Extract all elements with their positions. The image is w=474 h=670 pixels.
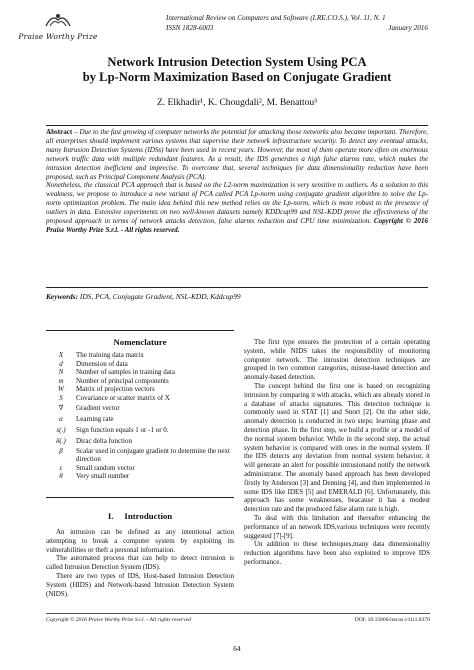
nomenclature-row xyxy=(46,447,234,464)
nomenclature-symbol: m xyxy=(58,376,64,385)
keywords-text: IDS, PCA, Conjugate Gradient, NSL-KDD, Kddcup99 xyxy=(78,292,241,301)
nomenclature-symbol: α xyxy=(59,414,63,423)
abstract-label: Abstract xyxy=(46,128,73,136)
abstract-top-rule xyxy=(46,125,428,126)
abstract xyxy=(46,128,428,235)
nomenclature-symbol: ε xyxy=(59,463,63,472)
abstract-paragraph-2: Nonetheless, the classical PCA approach that is based on the L2-norm maximization is very sensitive to outliers. As a solution to this weakness, we propose to introduce a new variant of PCA called PCA Lp-norm using conjugate gradient algorithm to solve the Lp-norm optimization problem. The main idea behind this new method relies on the Lp-norm, which is more robust to the presence of outliers in data. Extensive experiments on two well-known datasets namely KDDcup99 and NSL-KDD prove the effectiveness of the proposed approach in terms of network attacks detection, false alarms reduction and CPU time minimization. xyxy=(46,181,428,226)
nomenclature-bottom-rule xyxy=(46,497,234,498)
footer-copyright: Copyright © 2016 Praise Worthy Prize S.r.l. - All rights reserved xyxy=(46,617,191,623)
journal-name: International Review on Computers and Software (I.RE.CO.S.), Vol. 11, N. 1 xyxy=(166,14,386,22)
nomenclature-row xyxy=(46,368,234,377)
logo-emblem-icon xyxy=(44,12,72,30)
nomenclature-symbol: N xyxy=(58,368,64,377)
nomenclature-definition: Dirac delta function xyxy=(76,436,132,445)
nomenclature-definition: Very small number xyxy=(76,472,130,481)
abstract-paragraph-1: Due to the fast growing of computer networks the potential for attacking those networks also became important. Therefore, all enterprises should implement various systems that supervise their network infrastructure security. To detect any eventual attacks, many Intrusion Detection Systems (IDSs) have been used in recent years. However, the most of them operate more often on enormous network traffic data with multiple redundant features. As a result, the IDS generates a high false alarms rate, which makes the intrusion detection inefficient and imprecise. To overcome that, several techniques for data dimensionality reduction have been proposed, such as Principal Component Analysis (PCA). xyxy=(46,128,428,181)
nomenclature-definition: Sign function equals 1 or -1 or 0. xyxy=(76,425,169,434)
nomenclature-row xyxy=(46,472,234,481)
nomenclature-symbol: S xyxy=(59,393,63,402)
body-paragraph: To deal with this limitation and thereafter enhancing the performance of an network IDS,various techniques were recently suggested [7]-[9]. xyxy=(244,513,430,540)
journal-date: January 2016 xyxy=(388,23,428,32)
nomenclature-row xyxy=(46,394,234,403)
intro-paragraph: An intrusion can be defined as any intentional action attempting to break a computer system by exploiting its vulnerabilities or theft a personal information. xyxy=(46,528,234,554)
abstract-copyright: Copyright © 2016 Praise Worthy Prize S.r.l. - All rights reserved. xyxy=(46,217,428,234)
nomenclature-symbol: ∇ xyxy=(58,403,64,412)
nomenclature-row xyxy=(46,377,234,386)
footer-doi: DOI: 10.15866/irecos.v11i1.8370 xyxy=(354,617,430,623)
title-line-2: by Lp-Norm Maximization Based on Conjugate Gradient xyxy=(82,70,392,84)
nomenclature-definition: The training data matrix xyxy=(76,351,144,359)
nomenclature-symbol: δ(.) xyxy=(56,436,66,445)
publisher-logo xyxy=(18,12,98,48)
nomenclature-row xyxy=(46,414,234,425)
intro-paragraph: There are two types of IDS, Host-based Intrusion Detection System (HIDS) and Network-based Intrusion Detection System (NIDS). xyxy=(46,571,234,598)
nomenclature-row xyxy=(46,425,234,436)
logo-text: Praise Worthy Prize xyxy=(18,32,98,41)
intro-paragraph: The automated process that can help to detect intrusion is called Intrusion Detection System (IDS). xyxy=(46,554,234,572)
body-paragraph: Un addition to these techniques,many data dimensionality reduction algorithms have been also exploited to improve IDS performance. xyxy=(244,540,430,566)
abstract-dash: – xyxy=(72,128,80,136)
nomenclature-definition: Covariance or scatter matrix of X xyxy=(76,393,170,402)
nomenclature-symbol: s(.) xyxy=(56,425,66,434)
keywords-label: Keywords: xyxy=(46,292,79,301)
page-number: 64 xyxy=(233,644,241,653)
nomenclature-definition: Small random vector xyxy=(76,463,135,472)
nomenclature-symbol: X xyxy=(58,351,64,359)
body-paragraph: The concept behind the first one is based on recognizing intrusion by comparing it with attacks, which are already stored in a database of attacks signatures. This detection technique is commonly used in STAT [1] and Snort [2]. On the other side, anomaly detection is conducted in two steps: learning phase and detection phase. In the first step, we build a profile or a model of the normal system behavior. While in the second step, the actual system behavior is compared with ones in the normal system. If the IDS detects any deviation from normal system behavior, it will generate an alert for possible intrusionand notify the network administrator. The anomaly based approach has been developed firstly by Anderson [3] and Denning [4], and then implemented in some IDS like IDES [5] and EMERALD [6]. Unfortunately, this approach has some weaknesses, beacause it has a modest detection rate and the produced false alarm rate is high. xyxy=(244,381,430,514)
journal-header xyxy=(166,14,428,33)
nomenclature-row xyxy=(46,360,234,369)
nomenclature-row xyxy=(46,464,234,473)
nomenclature-top-rule xyxy=(46,330,234,331)
nomenclature-row xyxy=(46,436,234,447)
nomenclature-symbol: β xyxy=(59,446,63,455)
nomenclature-symbol: d xyxy=(59,359,63,368)
introduction-body xyxy=(46,528,234,598)
authors: Z. Elkhadir¹, K. Chougdali², M. Benattou³ xyxy=(157,98,317,108)
nomenclature-definition: Scalar used in conjugate gradient to determine the next direction xyxy=(76,446,230,464)
nomenclature-symbol: W xyxy=(58,385,64,394)
nomenclature-definition: Number of samples in training data xyxy=(76,368,175,377)
body-paragraph: The first type ensures the protection of a certain operating system, while NIDS takes the responsibility of monitoring computer network. The intrusion detection techniques are grouped in two common categories, misuse-based detection and anomaly-based detection. xyxy=(244,338,430,382)
keywords xyxy=(46,292,428,301)
nomenclature-definition: Number of principal components xyxy=(76,376,169,385)
nomenclature-row xyxy=(46,351,234,360)
introduction-heading: I. Introduction xyxy=(107,511,173,521)
nomenclature-symbol: θ xyxy=(59,472,63,481)
nomenclature-definition: Dimension of data xyxy=(76,359,128,368)
title-line-1: Network Intrusion Detection System Using PCA xyxy=(107,55,367,69)
nomenclature-row xyxy=(46,385,234,394)
footer-rule xyxy=(46,613,430,614)
right-column-body xyxy=(244,338,430,567)
nomenclature-definition: Gradient vector xyxy=(76,403,120,412)
journal-issn: ISSN 1828-6003 xyxy=(166,23,214,32)
page-footer xyxy=(46,617,430,623)
nomenclature-row xyxy=(46,403,234,414)
paper-title xyxy=(40,55,434,85)
abstract-bottom-rule xyxy=(46,287,428,288)
nomenclature-list xyxy=(46,351,234,481)
nomenclature-definition: Matrix of projection vectors xyxy=(76,385,155,394)
nomenclature-definition: Learning rate xyxy=(76,414,114,423)
nomenclature-heading: Nomenclature xyxy=(113,337,167,347)
